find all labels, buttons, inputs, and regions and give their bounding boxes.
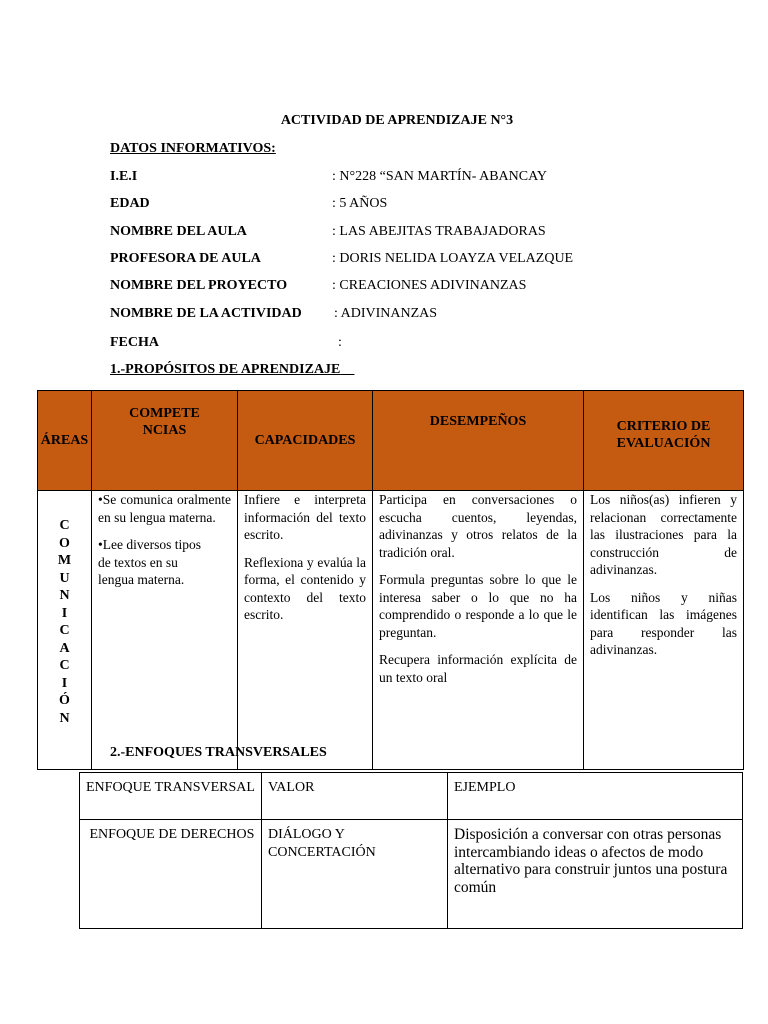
header-criterio: CRITERIO DE EVALUACIÓN bbox=[584, 391, 744, 491]
propositos-heading: 1.-PROPÓSITOS DE APRENDIZAJE bbox=[110, 362, 341, 377]
info-value: : LAS ABEJITAS TRABAJADORAS bbox=[332, 224, 546, 239]
desempeno-item: Participa en conversaciones o escucha cuentos, leyendas, adivinanzas y otros relatos de la tradición oral. bbox=[379, 492, 577, 560]
header-desempenos: DESEMPEÑOS bbox=[373, 391, 584, 491]
table-header-row bbox=[38, 391, 744, 491]
info-label: EDAD bbox=[110, 196, 150, 211]
datos-heading: DATOS INFORMATIVOS: bbox=[110, 141, 276, 156]
info-label: FECHA bbox=[110, 335, 159, 350]
info-value: : N°228 “SAN MARTÍN- ABANCAY bbox=[332, 169, 548, 184]
header-competencias: COMPETE NCIAS bbox=[92, 391, 238, 491]
info-label: NOMBRE DEL AULA bbox=[110, 224, 247, 239]
table-header-row bbox=[80, 773, 743, 820]
info-label: NOMBRE DE LA ACTIVIDAD bbox=[110, 306, 302, 321]
info-label: NOMBRE DEL PROYECTO bbox=[110, 278, 288, 293]
header-capacidades: CAPACIDADES bbox=[238, 391, 373, 491]
enfoques-table bbox=[79, 772, 743, 929]
criterio-item: Los niños(as) infieren y relacionan correctamente las ilustraciones para la construcción de adivinanzas. bbox=[590, 492, 737, 577]
enfoques-heading: 2.-ENFOQUES TRANSVERSALES bbox=[110, 745, 327, 760]
info-row-iei bbox=[110, 169, 710, 189]
propositos-table bbox=[37, 390, 744, 770]
area-comunicacion: C O M U N I C A C I Ó N bbox=[38, 491, 92, 770]
info-row-actividad bbox=[110, 306, 710, 326]
page-title: ACTIVIDAD DE APRENDIZAJE N°3 bbox=[280, 113, 514, 128]
capacidades-cell bbox=[238, 491, 373, 770]
info-value: : DORIS NELIDA LOAYZA VELAZQUE bbox=[332, 251, 574, 266]
desempenos-cell bbox=[373, 491, 584, 770]
info-value: : 5 AÑOS bbox=[332, 196, 388, 211]
desempeno-item: Recupera información explícita de un texto oral bbox=[379, 652, 577, 685]
ejemplo-cell: Disposición a conversar con otras personas intercambiando ideas o afectos de modo alternativo para construir juntos una postura común bbox=[448, 820, 743, 929]
competencia-item: •Se comunica oralmente en su lengua materna. bbox=[98, 492, 231, 525]
header-ejemplo: EJEMPLO bbox=[448, 773, 743, 820]
desempeno-item: Formula preguntas sobre lo que le interesa saber o lo que no ha comprendido o responde a lo que le preguntan. bbox=[379, 572, 577, 640]
info-value: : ADIVINANZAS bbox=[334, 306, 438, 321]
capacidad-item: Infiere e interpreta información del texto escrito. bbox=[244, 492, 366, 542]
criterio-cell bbox=[584, 491, 744, 770]
info-row-aula bbox=[110, 224, 710, 244]
info-row-edad bbox=[110, 196, 710, 216]
header-areas: ÁREAS bbox=[38, 391, 92, 491]
info-label: I.E.I bbox=[110, 169, 138, 184]
info-row-profesora bbox=[110, 251, 710, 271]
criterio-item: Los niños y niñas identifican las imágenes para responder las adivinanzas. bbox=[590, 589, 737, 657]
valor-cell: DIÁLOGO Y CONCERTACIÓN bbox=[262, 820, 448, 929]
capacidad-item: Reflexiona y evalúa la forma, el contenido y contexto del texto escrito. bbox=[244, 554, 366, 622]
info-label: PROFESORA DE AULA bbox=[110, 251, 261, 266]
info-row-fecha bbox=[110, 335, 710, 355]
info-value: : bbox=[338, 335, 342, 350]
info-value: : CREACIONES ADIVINANZAS bbox=[332, 278, 527, 293]
competencias-cell bbox=[92, 491, 238, 770]
info-row-proyecto bbox=[110, 278, 710, 298]
header-valor: VALOR bbox=[262, 773, 448, 820]
enfoque-cell: ENFOQUE DE DERECHOS bbox=[80, 820, 262, 929]
header-enfoque: ENFOQUE TRANSVERSAL bbox=[80, 773, 262, 820]
table-row bbox=[38, 491, 744, 770]
table-row bbox=[80, 820, 743, 929]
competencia-item: •Lee diversos tipos de textos en su lengua materna. bbox=[98, 537, 201, 587]
